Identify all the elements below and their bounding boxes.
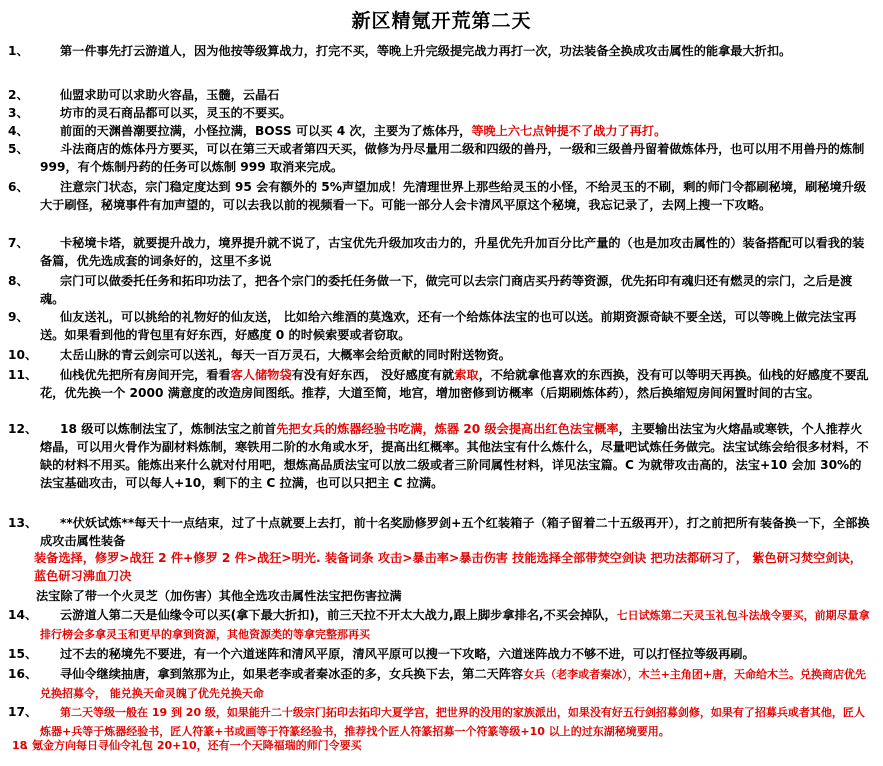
item-number: 4、: [8, 124, 29, 138]
item-text: [40, 514, 872, 550]
item-text-segment: 寻仙令继续抽唐，拿到煞那为止，如果老李或者秦冰歪的多，女兵换下去，第二天阵容: [60, 667, 524, 681]
item-number: 9、: [8, 310, 29, 324]
item-text-segment: 仙盟求助可以求助火容晶，玉髓，云晶石: [60, 88, 280, 102]
item-number: 10、: [8, 348, 38, 362]
item-text-segment: 客人储物袋: [230, 368, 292, 382]
item-text-segment: 仙友送礼，可以挑给的礼物好的仙友送， 比如给六维酒的莫逸欢，还有一个给炼体法宝的也可以送。前期资源奇缺不要全送，可以等晚上做完法宝再送。如果看到他的背包里有好东西，好感度 0 的时候索要或者窃取。: [40, 310, 857, 342]
item-text-segment: 宗门可以做委托任务和拓印功法了，把各个宗门的委托任务做一下，做完可以去宗门商店买丹药等资源，优先拓印有魂归还有燃灵的宗门，之后是渡魂。: [40, 274, 853, 306]
item-text-segment: 坊市的灵石商品都可以买，灵玉的不要买。: [60, 106, 292, 120]
item-text-segment: 女兵（老李或者秦冰），木兰+主角团+唐，天命给木兰。兑换商店优先兑换招募令， 能兑换天命灵魄了优先兑换天命: [40, 668, 867, 700]
page-title: 新区精氪开荒第二天: [351, 10, 532, 32]
item-text-segment: 18 级可以炼制法宝了，炼制法宝之前首: [60, 422, 277, 436]
item-text: [40, 366, 872, 402]
item-text: [40, 86, 872, 104]
item-number: 7、: [8, 236, 29, 250]
item-text-segment: 等晚上六七点钟提不了战力了再打。: [471, 124, 667, 138]
item-number: 3、: [8, 106, 29, 120]
item-number: 8、: [8, 274, 29, 288]
item-number: 18: [12, 739, 28, 752]
item-text-segment: 第二天等级一般在 19 到 20 级，如果能升二十级宗门拓印去拓印大夏学宫，把世界的没用的家族派出，如果没有好五行剑招募剑修，如果有了招募兵或者其他，匠人炼器+兵等于炼器经验书，匠人符篆+书或画等于符篆经验书，推荐找个匠人符篆招募一个符篆等级+10 以上的过东湖秘境要用。: [40, 706, 865, 738]
item-text: [40, 104, 872, 122]
item-text: [40, 308, 872, 344]
item-text: [40, 42, 872, 60]
item-number: 12、: [8, 422, 38, 436]
item-text-segment: 前面的天渊兽潮要拉满，小怪拉满，BOSS 可以买 4 次，主要为了炼体丹，: [60, 124, 472, 138]
item-text-segment: 注意宗门状态，宗门稳定度达到 95 会有额外的 5%声望加成！先清理世界上那些给灵玉的小怪，不给灵玉的不刷，剩的师门令都刷秘境，刷秘境升级大于刷怪，秘境事件有加声望的，可以去我以前的视频看一下。可能一部分人会卡清风平原这个秘境，我忘记录了，去网上搜一下攻略。: [40, 180, 867, 212]
item-text-segment: 索取: [454, 368, 479, 382]
item-text-segment: ，不给就拿他喜欢的东西换，没有可以等明天再换。仙栈的好感度不要乱花，优先换一个 2000 满意度的改造房间图纸。推荐，大道至简，地宫，增加密修到访概率（后期刷炼体药），然后换缩短房间闲置时间的古宝。: [40, 368, 869, 400]
treasure-choice-line: 法宝除了带一个火灵芝（加伤害）其他全选攻击属性法宝把伤害拉满: [36, 589, 402, 603]
item-text: [40, 420, 872, 492]
item-text: [40, 272, 872, 308]
equipment-choice-line: 装备选择，修罗>战狂 2 件+修罗 2 件>战狂>明光. 装备词条 攻击>暴击率>暴击伤害 技能选择全部带焚空剑诀 把功法都研习了， 紫色研习焚空剑诀，蓝色研习沸血刀决: [34, 551, 862, 583]
item-text: [40, 234, 872, 270]
item-text-segment: 有没有好东西， 没好感度有就: [291, 368, 455, 382]
item-text-segment: 仙栈优先把所有房间开完，看看: [60, 368, 231, 382]
item-text: [40, 606, 872, 643]
item-text-segment: **伏妖试炼**每天十一点结束，过了十点就要上去打，前十名奖励修罗剑+五个红装箱子（箱子留着二十五级再开），打之前把所有装备换一下，全部换成攻击属性装备: [40, 516, 870, 548]
item-number: 17、: [8, 705, 38, 719]
item-text: [40, 178, 872, 214]
item-number: 13、: [8, 516, 38, 530]
item-text: [40, 346, 872, 364]
item-text: [40, 645, 872, 663]
item-text-segment: 斗法商店的炼体丹方要买，可以在第三天或者第四天买，做修为丹尽量用二级和四级的兽丹，一级和三级兽丹留着做炼体丹，也可以用不用兽丹的炼制 999，有个炼制丹药的任务可以炼制 999 取消来完成。: [40, 142, 865, 174]
item-text-segment: 第一件事先打云游道人，因为他按等级算战力，打完不买，等晚上升完级提完战力再打一次，功法装备全换成攻击属性的能拿最大折扣。: [60, 44, 792, 58]
item-number: 15、: [8, 647, 38, 661]
item-text: [40, 703, 872, 740]
item-number: 14、: [8, 608, 38, 622]
item-text: . 氪金方向每日寻仙令礼包 20+10，还有一个天降福瑞的师门令要买: [24, 739, 362, 752]
item-text-segment: 太岳山脉的青云剑宗可以送礼，每天一百万灵石，大概率会给贡献的同时附送物资。: [60, 348, 511, 362]
item-number: 11、: [8, 368, 38, 382]
item-text-segment: 云游道人第二天是仙缘令可以买(拿下最大折扣)，前三天拉不开太大战力,跟上脚步拿排名,不买会掉队，: [60, 608, 617, 622]
item-text: [40, 665, 872, 702]
item-text: [40, 122, 872, 140]
item-text-segment: 先把女兵的炼器经验书吃满，炼器 20 级会提高出红色法宝概率: [276, 422, 619, 436]
item-number: 1、: [8, 44, 29, 58]
item-text: [40, 140, 872, 176]
item-number: 16、: [8, 667, 38, 681]
item-text-segment: 卡秘境卡塔，就要提升战力，境界提升就不说了，古宝优先升级加攻击力的，升星优先升加百分比产量的（也是加攻击属性的）装备搭配可以看我的装备篇，优先选成套的词条好的，这里不多说: [40, 236, 865, 268]
item-number: 5、: [8, 142, 29, 156]
item-text-segment: ，主要输出法宝为火熔晶或寒铁，个人推荐火熔晶，可以用火骨作为副材料炼制，寒铁用二阶的水角或水牙，提高出红概率。其他法宝有什么炼什么，尽量吧试炼任务做完。法宝试练会给很多材料，不缺的材料不用买。能炼出来什么就对付用吧，想炼高品质法宝可以放二级或者三阶同属性材料，详见法宝篇。C 为就带攻击高的，法宝+10 会加 30%的法宝基础攻击，可以每人+10，剩下的主 C 拉满，也可以只把主 C 拉满。: [40, 422, 869, 490]
item-number: 2、: [8, 88, 29, 102]
item-number: 6、: [8, 180, 29, 194]
item-text-segment: 过不去的秘境先不要进，有一个六道迷阵和清风平原，清风平原可以搜一下攻略，六道迷阵战力不够不进，可以打怪拉等级再刷。: [60, 647, 755, 661]
item-text-segment: 七日试炼第二天灵玉礼包斗法战令要买，前期尽量拿排行榜会多拿灵玉和更早的拿到资源，其他资源类的等拿完整那再买: [40, 609, 870, 641]
